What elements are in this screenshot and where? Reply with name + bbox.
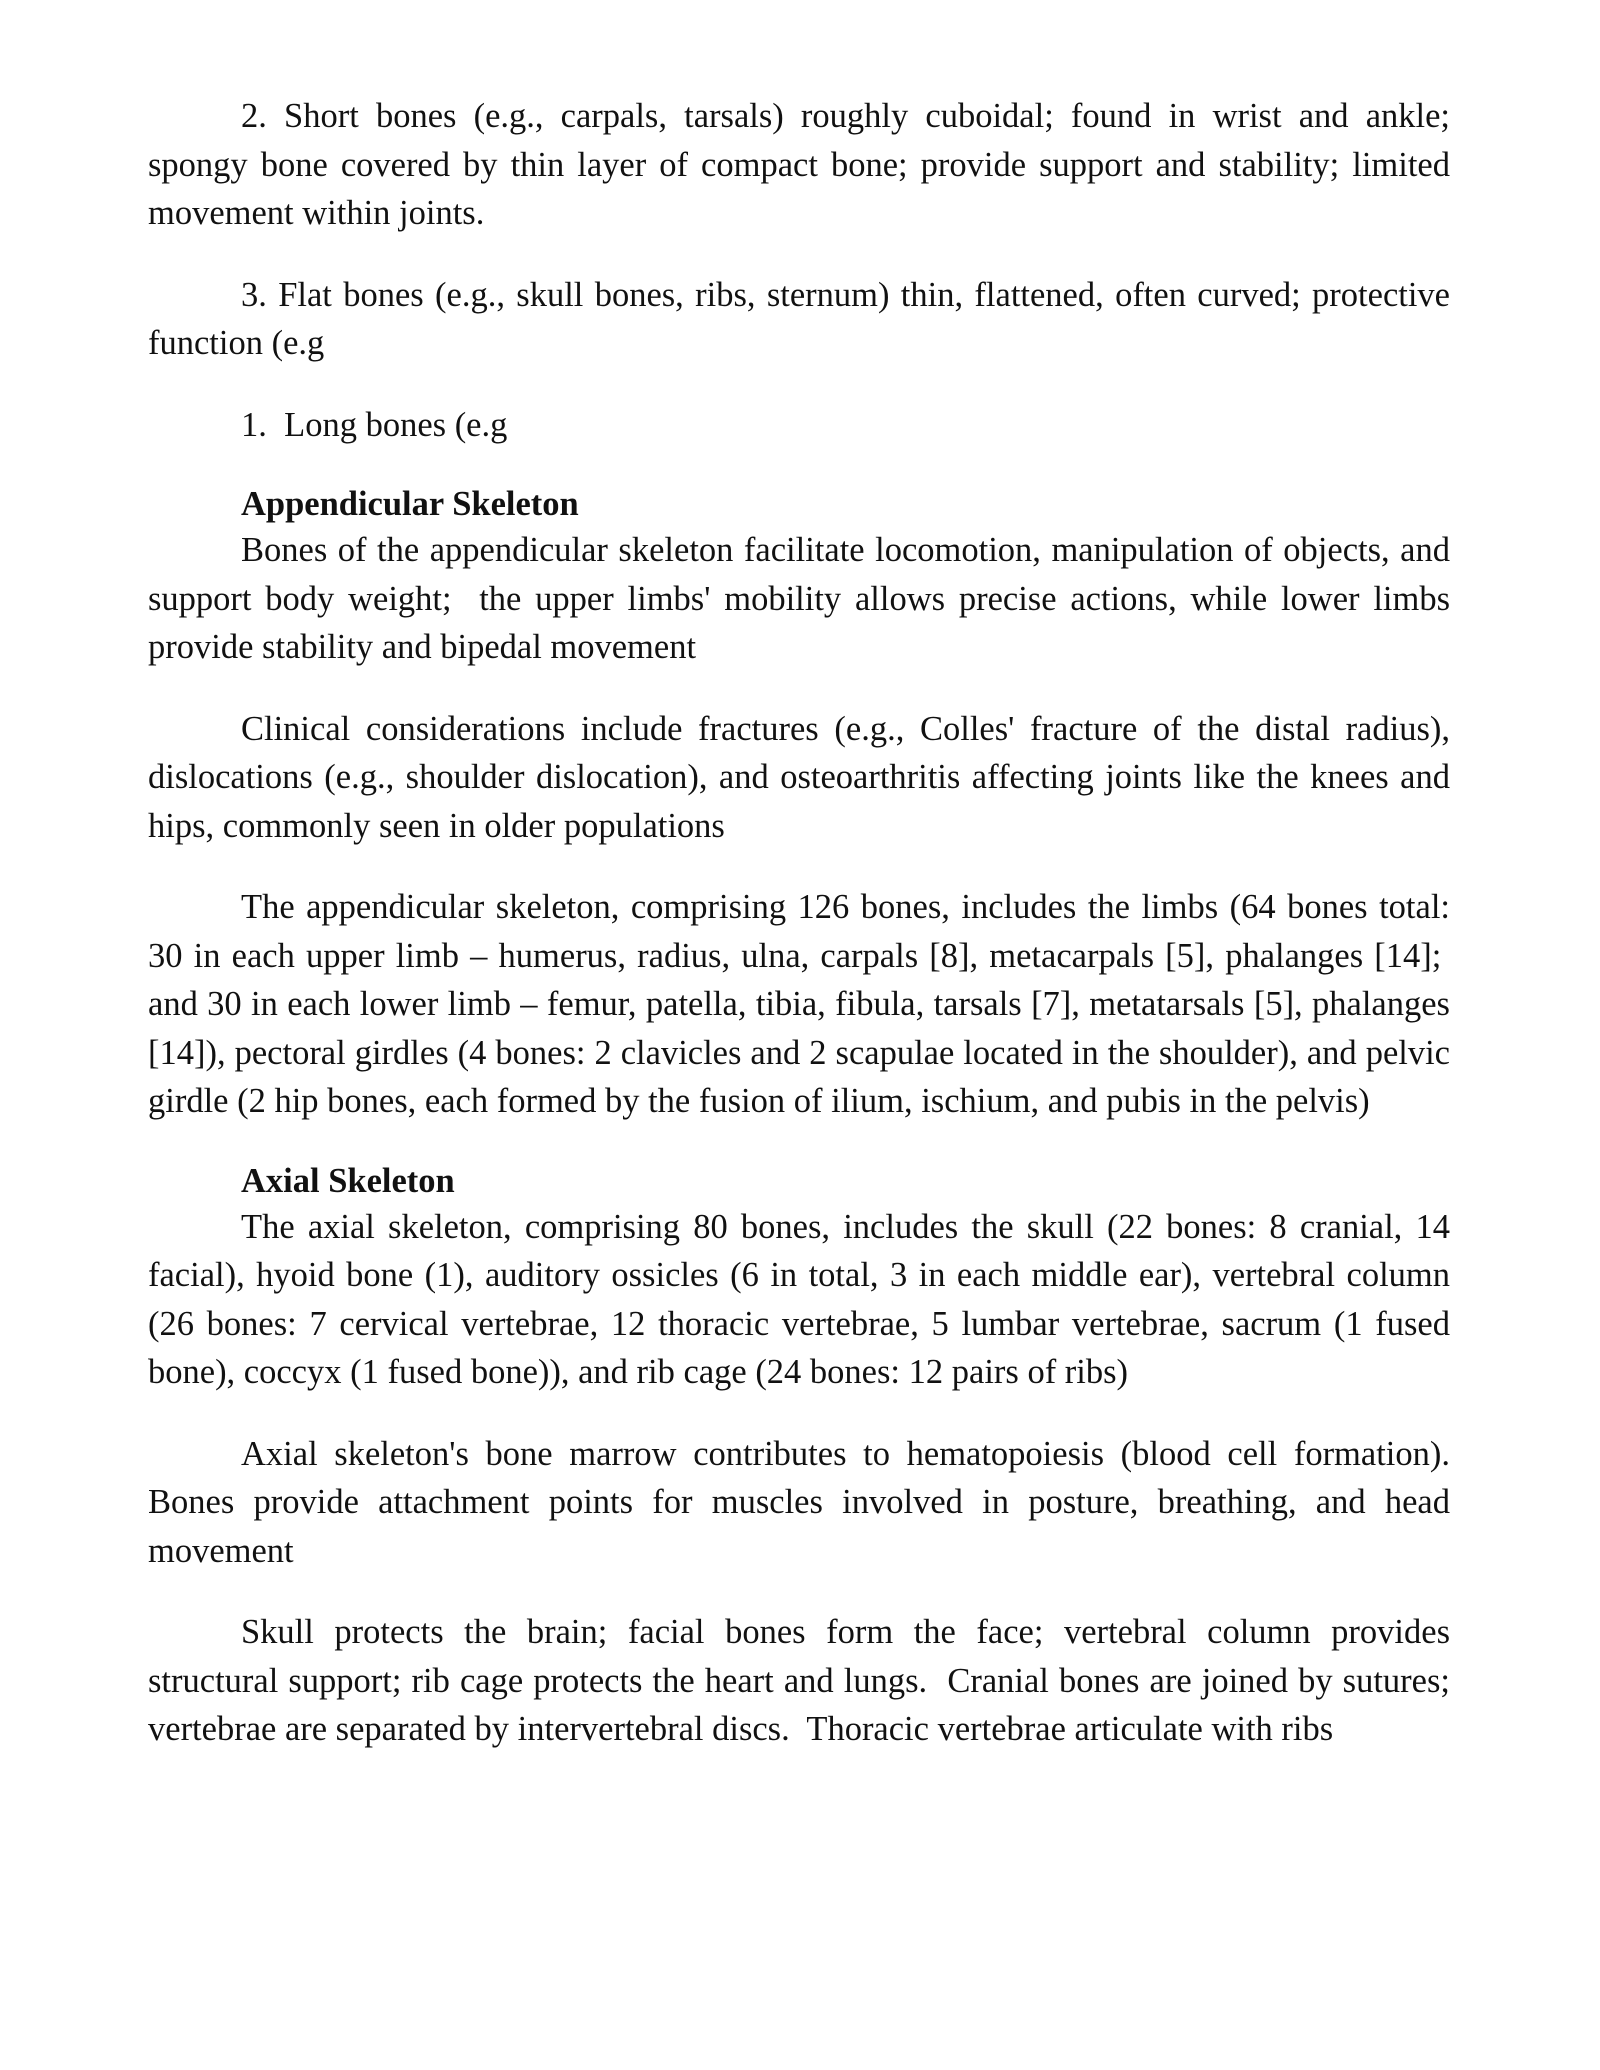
paragraph-axial-composition: The axial skeleton, comprising 80 bones, includes the skull (22 bones: 8 cranial, 14 facial), hyoid bone (1), auditory ossicles (6 in total, 3 in each middle ear), vertebral column (26 bones: 7 cervical vertebrae, 12 thoracic vertebrae, 5 lumbar vertebrae, sacrum (1 fused bone), coccyx (1 fused bone)), and rib cage (24 bones: 12 pairs of ribs) (148, 1207, 1450, 1391)
document-page (148, 92, 1450, 1787)
heading-axial-skeleton: Axial Skeleton (241, 1161, 455, 1200)
paragraph-short-bones: 2. Short bones (e.g., carpals, tarsals) roughly cuboidal; found in wrist and ankle; spongy bone covered by thin layer of compact bone; provide support and stability; limited movement within joints. (148, 97, 1450, 232)
paragraph-appendicular-clinical: Clinical considerations include fractures (e.g., Colles' fracture of the distal radius), dislocations (e.g., shoulder dislocation), and osteoarthritis affecting joints like the knees and hips, commonly seen in older populations (148, 709, 1450, 845)
paragraph-long-bones: 1. Long bones (e.g (241, 405, 508, 444)
paragraph-appendicular-function: Bones of the appendicular skeleton facilitate locomotion, manipulation of objects, and support body weight; the upper limbs' mobility allows precise actions, while lower limbs provide stability and bipedal movement (148, 531, 1450, 666)
paragraph-appendicular-composition: The appendicular skeleton, comprising 126 bones, includes the limbs (64 bones total: 30 in each upper limb – humerus, radius, ulna, carpals [8], metacarpals [5], phalanges [14]; and 30 in each lower limb – femur, patella, tibia, fibula, tarsals [7], metatarsals [5], phalanges [14]), pectoral girdles (4 bones: 2 clavicles and 2 scapulae located in the shoulder), and pelvic girdle (2 hip bones, each formed by the fusion of ilium, ischium, and pubis in the pelvis) (148, 888, 1450, 1120)
paragraph-axial-function: Axial skeleton's bone marrow contributes to hematopoiesis (blood cell formation). Bones provide attachment points for muscles involved in posture, breathing, and head movement (148, 1434, 1450, 1570)
heading-appendicular-skeleton: Appendicular Skeleton (241, 485, 579, 523)
paragraph-axial-structure: Skull protects the brain; facial bones form the face; vertebral column provides structural support; rib cage protects the heart and lungs. Cranial bones are joined by sutures; vertebrae are separated by intervertebral discs. Thoracic vertebrae articulate with ribs (148, 1613, 1450, 1748)
paragraph-flat-bones: 3. Flat bones (e.g., skull bones, ribs, sternum) thin, flattened, often curved; protective function (e.g (148, 275, 1450, 362)
